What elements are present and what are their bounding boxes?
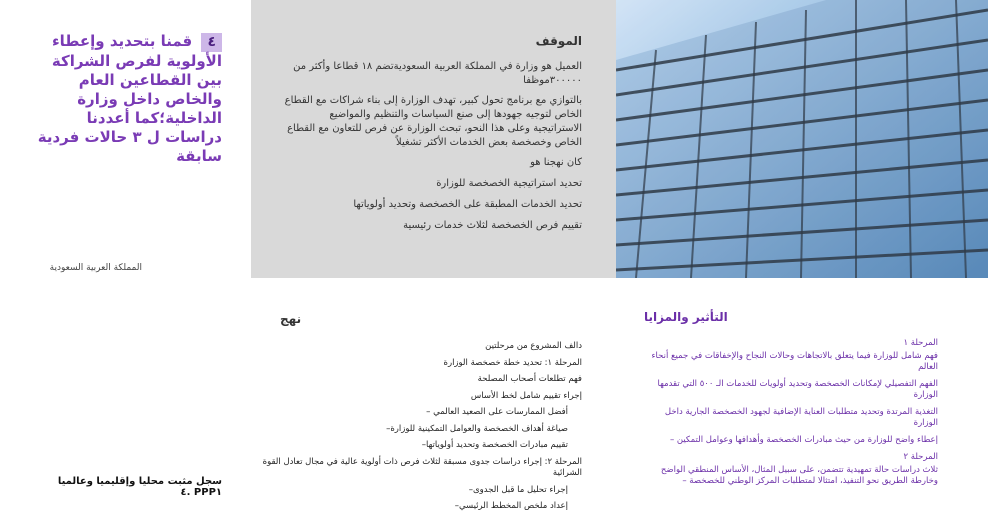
approach-subitem: أفضل الممارسات على الصعيد العالمي – bbox=[426, 407, 568, 417]
headline bbox=[30, 32, 222, 166]
impact-item: التغذية المرتدة وتحديد متطلبات العناية الإضافية لجهود الخصخصة الجارية داخل الوزارة bbox=[664, 407, 938, 428]
approach-subitem: إجراء تحليل ما قبل الجدوى– bbox=[468, 484, 568, 495]
situation-panel bbox=[251, 0, 616, 278]
situation-paragraph: العميل هو وزارة في المملكة العربية السعوديةتضم ١٨ قطاعا وأكثر من ٣٠٠٠٠٠موظفا bbox=[293, 61, 582, 86]
approach-subitem: صياغة أهداف الخصخصة والعوامل التمكينية للوزارة– bbox=[386, 423, 568, 434]
glass-building-photo bbox=[616, 0, 988, 278]
impact-item: الفهم التفصيلي لإمكانات الخصخصة وتحديد أولويات للخدمات الـ ٥٠٠ التي تقدمها الوزارة bbox=[657, 379, 938, 400]
approach-item: إجراء تقييم شامل لخط الأساس bbox=[470, 390, 582, 401]
stage-1-label: المرحلة ١ bbox=[903, 338, 938, 348]
headline-text: قمنا بتحديد وإعطاء الأولوية لفرص الشراكة بين القطاعين العام والخاص داخل وزارة الداخلية؛كما أعددنا دراسات ل ٣ حالات فردية سابقة bbox=[37, 32, 222, 165]
approach-title: نهج bbox=[280, 312, 302, 326]
situation-bullet: تحديد استراتيجية الخصخصة للوزارة bbox=[436, 178, 582, 189]
approach-item: المرحلة ٢: إجراء دراسات جدوى مسبقة لثلاث فرص ذات أولوية عالية في مجال تعادل القوة الشرائية bbox=[262, 456, 582, 478]
building-image bbox=[616, 0, 988, 278]
impact-title: التأثير والمزايا bbox=[644, 310, 728, 324]
situation-bullet: كان نهجنا هو bbox=[530, 157, 582, 168]
approach-subitem: تقييم مبادرات الخصخصة وتحديد أولوياتها– bbox=[421, 440, 568, 450]
situation-bullet: تحديد الخدمات المطبقة على الخصخصة وتحديد أولوياتها bbox=[353, 199, 582, 210]
approach-item: دالف المشروع من مرحلتين bbox=[485, 341, 582, 351]
left-column bbox=[0, 0, 251, 516]
country-label: المملكة العربية السعودية bbox=[49, 263, 142, 273]
record-caption: سجل مثبت محليا وإقليميا وعالميا PPP١ .٤ bbox=[57, 476, 222, 498]
approach-list bbox=[262, 341, 582, 516]
impact-item: فهم شامل للوزارة فيما يتعلق بالاتجاهات وحالات النجاح والإخفاقات في جميع أنحاء العالم bbox=[651, 351, 938, 372]
number-badge: ٤ bbox=[201, 33, 222, 52]
impact-item: ثلاث دراسات حالة تمهيدية تتضمن، على سبيل المثال، الأساس المنطقي الواضح وخارطة الطريق نحو التنفيذ، امتثالا لمتطلبات المركز الوطني للخصخصة – bbox=[660, 465, 938, 486]
situation-title: الموقف bbox=[535, 34, 582, 48]
approach-item: فهم تطلعات أصحاب المصلحة bbox=[477, 374, 582, 384]
approach-subitem: إعداد ملخص المخطط الرئيسي– bbox=[454, 501, 568, 511]
impact-list bbox=[640, 338, 938, 493]
situation-bullet: تقييم فرص الخصخصة لثلاث خدمات رئيسية bbox=[403, 220, 582, 231]
stage-2-label: المرحلة ٢ bbox=[903, 452, 938, 462]
situation-paragraph: بالتوازي مع برنامج تحول كبير، تهدف الوزارة إلى بناء شراكات مع القطاع الخاص لتوجيه جهودها إلى صنع السياسات والتنظيم والمواضيع الاستراتيجية وعلى هذا النحو، تبحث الوزارة عن فرص للتعاون مع القطاع الخاص وخصخصة بعض الخدمات الأكثر تشغيلاً bbox=[284, 95, 582, 148]
approach-item: المرحلة ١: تحديد خطة خصخصة الوزارة bbox=[443, 357, 582, 368]
impact-item: إعطاء واضح للوزارة من حيث مبادرات الخصخصة وأهدافها وعوامل التمكين – bbox=[669, 435, 938, 445]
